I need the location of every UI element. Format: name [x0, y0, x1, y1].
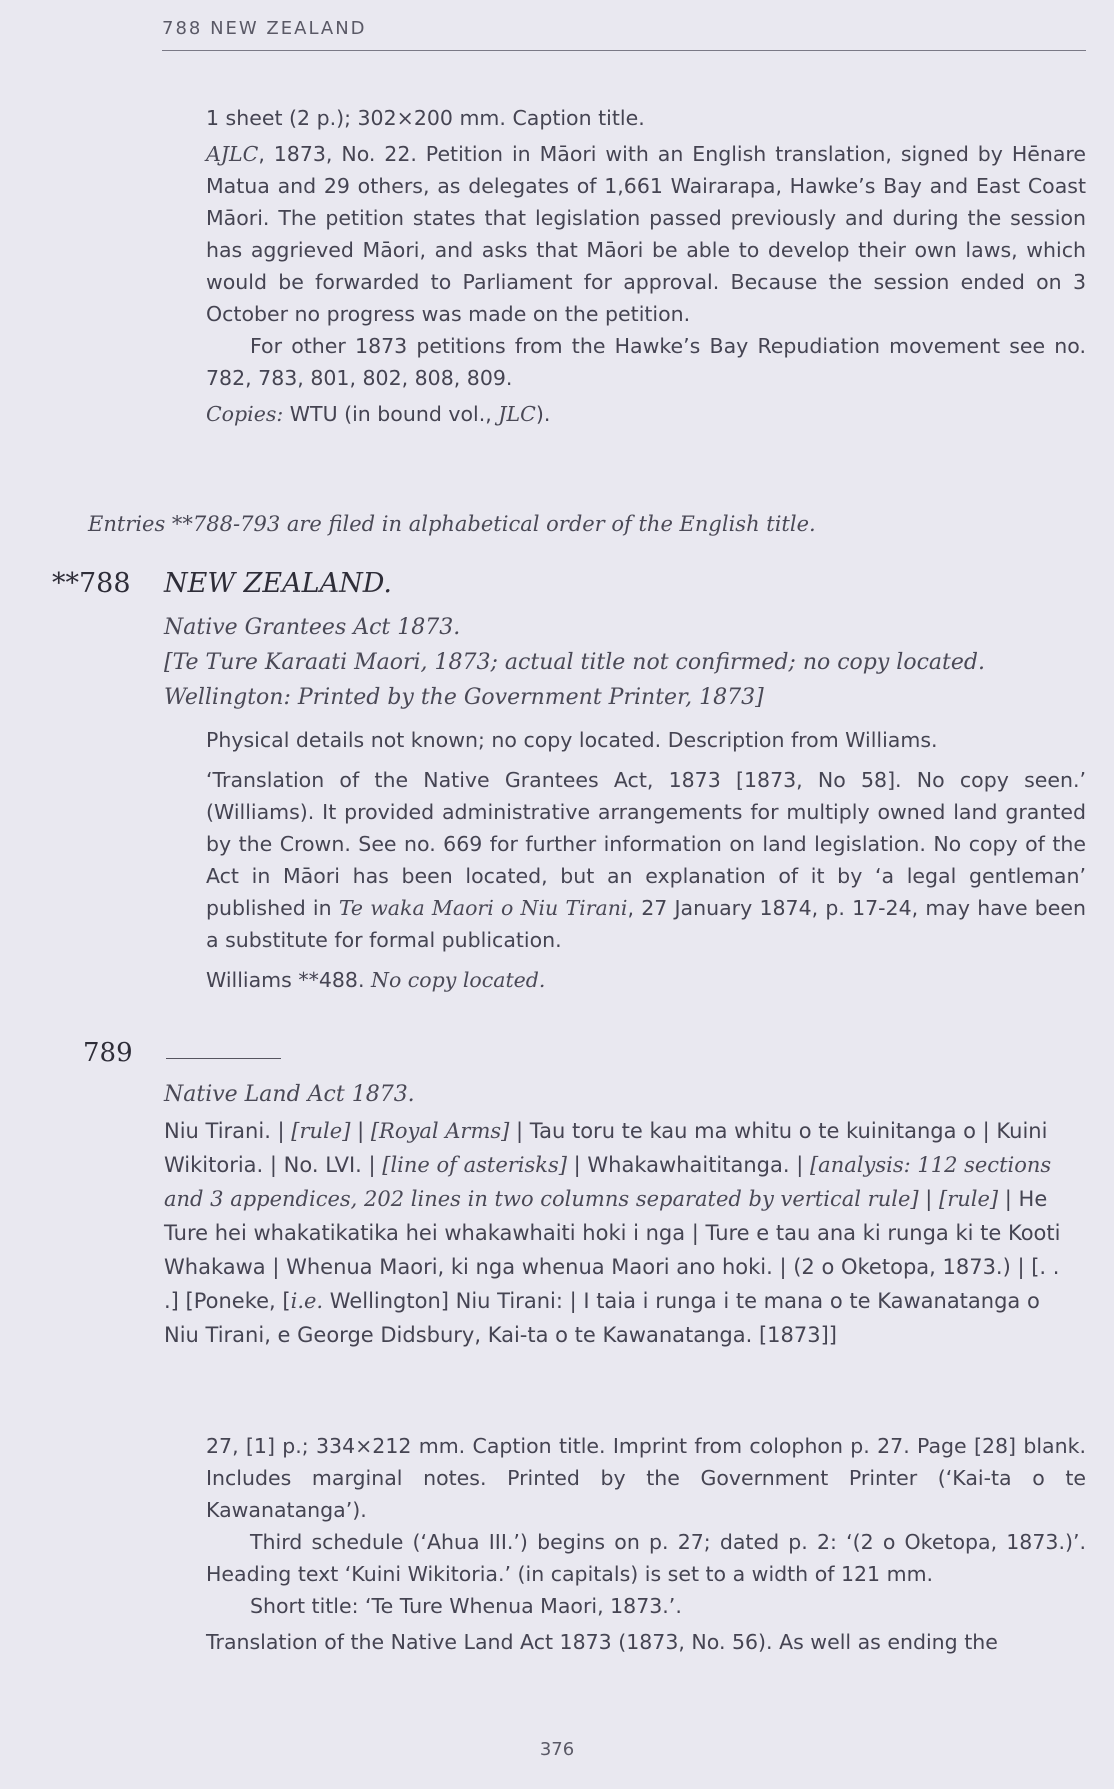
- transcription-segment: Wellington] Niu Tirani: | I taia i runga i te mana o te Kawanatanga o Niu Tirani, e George Didsbury, Kai-ta o te Kawanatanga. [1873]]: [164, 1289, 1040, 1347]
- transcription-italic-segment: [rule]: [291, 1119, 351, 1143]
- entry-789-short-title: Short title: ‘Te Ture Whenua Maori, 1873.’.: [250, 1594, 682, 1618]
- entry-788-title: Native Grantees Act 1873.: [164, 615, 461, 640]
- prev-notes-text: , 1873, No. 22. Petition in Māori with an English translation, signed by Hēnare Matua and 29 others, as delegates of 1,661 Wairarapa, Hawke’s Bay and East Coast Māori. The petition states that legislation passed previously and during the session has aggrieved Māori, and asks that Māori be able to develop their own laws, which would be forwarded to Parliament for approval. Because the session ended on 3 October no progress was made on the petition.: [206, 142, 1086, 326]
- transcription-segment: | Tau toru te kau ma whitu o te kuinitanga o | Kuini Wikitoria. | No. LVI. |: [164, 1119, 1048, 1177]
- prev-copies-value: WTU (in bound vol.,: [283, 402, 499, 426]
- transcription-italic-segment: [rule]: [939, 1187, 999, 1211]
- entry-789-transcription: [164, 1114, 1068, 1352]
- prev-copies-label: Copies:: [206, 402, 284, 426]
- entry-788-number: **788: [52, 568, 131, 599]
- entry-788-notes: [206, 724, 1086, 996]
- header-rule: [162, 50, 1086, 51]
- entry-788-title-block: [164, 610, 1084, 715]
- transcription-italic-segment: i.e.: [290, 1289, 324, 1313]
- page-number: 376: [539, 1739, 575, 1760]
- entry-788-note-pub: Te waka Maori o Niu Tirani: [338, 896, 628, 920]
- entry-788-ref: [206, 964, 1086, 996]
- prev-notes-source: AJLC: [206, 142, 259, 166]
- entry-788-ref-status: No copy located.: [371, 968, 546, 992]
- entry-789-translation: Translation of the Native Land Act 1873 (1873, No. 56). As well as ending the: [206, 1630, 998, 1654]
- entry-788-note: [206, 764, 1086, 956]
- entry-789-schedule: Third schedule (‘Ahua III.’) begins on p. 27; dated p. 2: ‘(2 o Oketopa, 1873.)’. Heading text ‘Kuini Wikitoria.’ (in capitals) is set to a width of 121 mm.: [206, 1530, 1086, 1586]
- running-header: 788 NEW ZEALAND: [162, 18, 367, 39]
- entry-789-number: 789: [83, 1038, 133, 1068]
- transcription-italic-segment: [Royal Arms]: [370, 1119, 510, 1143]
- entry-789-title: Native Land Act 1873.: [164, 1082, 415, 1107]
- entry-789-notes: [206, 1430, 1086, 1658]
- transcription-segment: | Whakawhaititanga. |: [566, 1153, 810, 1177]
- entry-788-heading: NEW ZEALAND.: [164, 568, 392, 599]
- prev-copies-end: ).: [535, 402, 551, 426]
- entry-789-author-rule: [166, 1058, 281, 1059]
- prev-entry-block: [206, 102, 1086, 430]
- prev-notes: [206, 138, 1086, 330]
- transcription-segment: | He Ture hei whakatikatika hei whakawhaiti hoki i nga | Ture e tau ana ki runga ki te Kooti Whakawa | Whenua Maori, ki nga whenua Maori ano hoki. | (2 o Oketopa, 1873.) | [. . .] [Poneke, [: [164, 1187, 1061, 1313]
- entry-789-physical: 27, [1] p.; 334×212 mm. Caption title. Imprint from colophon p. 27. Page [28] blank. Includes marginal notes. Printed by the Government Printer (‘Kai-ta o te Kawanatanga’).: [206, 1434, 1086, 1522]
- filed-note: Entries **788-793 are filed in alphabetical order of the English title.: [88, 512, 816, 536]
- entry-788-note-text: ‘Translation of the Native Grantees Act, 1873 [1873, No 58]. No copy seen.’ (Williams). It provided administrative arrangements for multiply owned land granted by the Crown. See no. 669 for further information on land legislation. No copy of the Act in Māori has been located, but an explanation of it by ‘a legal gentleman’ published in: [206, 768, 1086, 920]
- transcription-segment: |: [350, 1119, 371, 1143]
- entry-788-ref-text: Williams **488.: [206, 968, 371, 992]
- prev-see-also: For other 1873 petitions from the Hawke’s Bay Repudiation movement see no. 782, 783, 801, 802, 808, 809.: [206, 334, 1086, 390]
- entry-788-physical: Physical details not known; no copy located. Description from Williams.: [206, 728, 938, 752]
- transcription-italic-segment: [line of asterisks]: [382, 1153, 567, 1177]
- prev-copies-jlc: JLC: [498, 402, 536, 426]
- prev-copies: [206, 398, 1086, 430]
- transcription-segment: Niu Tirani. |: [164, 1119, 292, 1143]
- transcription-italic-segment: [analysis: 112 sections and 3 appendices, 202 lines in two columns separated by vertical rule]: [164, 1153, 1052, 1211]
- transcription-segment: |: [918, 1187, 940, 1211]
- entry-788-bracket-1: [Te Ture Karaati Maori, 1873; actual title not confirmed; no copy located.: [164, 650, 985, 675]
- entry-788-bracket-2: Wellington: Printed by the Government Printer, 1873]: [164, 685, 764, 710]
- entry-788-note-end: , 27 January 1874, p. 17-24, may have been a substitute for formal publication.: [206, 896, 1086, 952]
- prev-physical: 1 sheet (2 p.); 302×200 mm. Caption title.: [206, 106, 645, 130]
